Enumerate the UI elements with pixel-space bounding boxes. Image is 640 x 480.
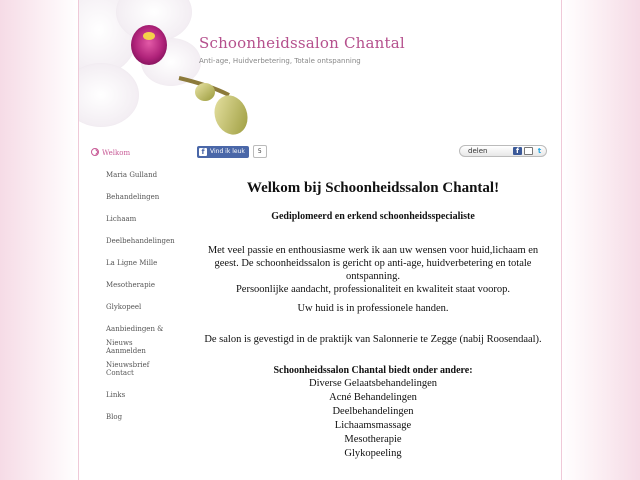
nav-item-links[interactable]: Links xyxy=(106,391,126,399)
nav-item-maria-gulland[interactable]: Maria Gulland xyxy=(106,171,158,179)
twitter-share-icon[interactable]: t xyxy=(537,147,542,155)
nav-item-la-ligne-mille[interactable]: La Ligne Mille xyxy=(106,259,158,267)
site-tagline: Anti-age, Huidverbetering, Totale ontspanning xyxy=(199,57,361,65)
quality-paragraph: Persoonlijke aandacht, professionaliteit en kwaliteit staat voorop. xyxy=(235,284,511,295)
nav-item-mesotherapie[interactable]: Mesotherapie xyxy=(106,281,155,289)
facebook-icon: f xyxy=(199,148,207,156)
nav-item-aanbiedingen-nieuws[interactable]: Aanbiedingen & Nieuws xyxy=(106,325,164,347)
nav-item-lichaam[interactable]: Lichaam xyxy=(106,215,137,223)
list-item: Diverse Gelaatsbehandelingen xyxy=(309,378,437,389)
orchid-logo-image xyxy=(79,0,269,140)
list-item: Glykopeeling xyxy=(344,448,402,459)
facebook-like-count: 5 xyxy=(253,145,267,158)
nav-item-contact[interactable]: Contact xyxy=(106,369,134,377)
facebook-like-button[interactable] xyxy=(197,146,249,158)
facebook-share-icon[interactable]: f xyxy=(513,147,522,155)
nav-item-behandelingen[interactable]: Behandelingen xyxy=(106,193,160,201)
nav-item-label: Welkom xyxy=(102,149,131,157)
page-container xyxy=(78,0,562,480)
skin-paragraph: Uw huid is in professionele handen. xyxy=(297,303,449,314)
nav-item-glykopeel[interactable]: Glykopeel xyxy=(106,303,142,311)
nav-item-deelbehandelingen[interactable]: Deelbehandelingen xyxy=(106,237,175,245)
page-heading: Welkom bij Schoonheidssalon Chantal! xyxy=(246,180,500,196)
services-list-title: Schoonheidssalon Chantal biedt onder andere: xyxy=(273,365,473,376)
nav-item-aanmelden-nieuwsbrief[interactable]: Aanmelden Nieuwsbrief xyxy=(106,347,150,369)
intro-paragraph: Met veel passie en enthousiasme werk ik aan uw wensen voor huid,lichaam en geest. De schoonheidssalon is gericht op anti-age, huidverbetering en totale ontspanning. xyxy=(207,245,539,282)
share-button[interactable] xyxy=(459,145,547,157)
list-item: Acné Behandelingen xyxy=(329,392,417,403)
share-label: delen xyxy=(468,147,488,155)
list-item: Lichaamsmassage xyxy=(334,420,412,431)
facebook-like-widget xyxy=(197,145,267,158)
nav-item-blog[interactable]: Blog xyxy=(106,413,123,421)
list-item: Deelbehandelingen xyxy=(332,406,414,417)
site-header xyxy=(79,0,561,140)
site-title[interactable]: Schoonheidssalon Chantal xyxy=(199,34,405,52)
nav-item-welkom[interactable] xyxy=(91,146,191,168)
sidebar-nav xyxy=(91,146,191,432)
facebook-like-label: Vind ik leuk xyxy=(210,147,245,155)
list-item: Mesotherapie xyxy=(344,434,402,445)
main-content xyxy=(197,176,549,461)
check-circle-icon xyxy=(91,148,99,156)
location-paragraph: De salon is gevestigd in de praktijk van Salonnerie te Zegge (nabij Roosendaal). xyxy=(204,334,542,345)
page-subtitle: Gediplomeerd en erkend schoonheidsspecialiste xyxy=(271,211,475,222)
mail-share-icon[interactable] xyxy=(524,147,533,155)
